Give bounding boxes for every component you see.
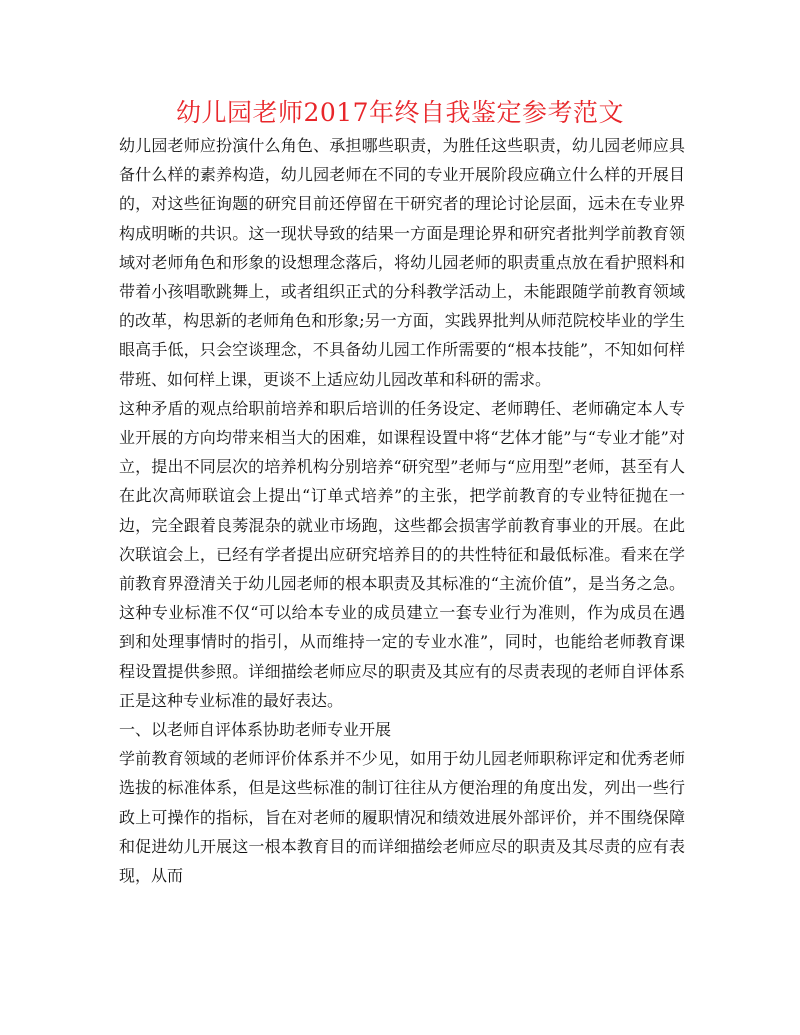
paragraph-2: 这种矛盾的观点给职前培养和职后培训的任务设定、老师聘任、老师确定本人专业开展的方向均带来相当大的困难，如课程设置中将“艺体才能”与“专业才能”对立，提出不同层次的培养机构分别培养“研究型”老师与“应用型”老师，甚至有人在此次高师联谊会上提出“订单式培养”的主张，把学前教育的专业特征抛在一边，完全跟着良莠混杂的就业市场跑，这些都会损害学前教育事业的开展。在此次联谊会上，已经有学者提出应研究培养目的的共性特征和最低标准。看来在学前教育界澄清关于幼儿园老师的根本职责及其标准的“主流价值”，是当务之急。这种专业标准不仅“可以给本专业的成员建立一套专业行为准则，作为成员在遇到和处理事情时的指引，从而维持一定的专业水准”，同时，也能给老师教育课程设置提供参照。详细描绘老师应尽的职责及其应有的尽责表现的老师自评体系正是这种专业标准的最好表达。: [119, 398, 685, 710]
paragraph-1: 幼儿园老师应扮演什么角色、承担哪些职责，为胜任这些职责，幼儿园老师应具备什么样的素养构造，幼儿园老师在不同的专业开展阶段应确立什么样的开展目的，对这些征询题的研究目前还停留在干研究者的理论讨论层面，远未在专业界构成明晰的共识。这一现状导致的结果一方面是理论界和研究者批判学前教育领域对老师角色和形象的设想理念落后，将幼儿园老师的职责重点放在看护照料和带着小孩唱歌跳舞上，或者组织正式的分科教学活动上，未能跟随学前教育领域的改革，构思新的老师角色和形象;另一方面，实践界批判从师范院校毕业的学生眼高手低，只会空谈理念，不具备幼儿园工作所需要的“根本技能”，不知如何样带班、如何样上课，更谈不上适应幼儿园改革和科研的需求。: [119, 136, 685, 389]
section-heading: 一、以老师自评体系协助老师专业开展: [119, 720, 392, 740]
document-title: 幼儿园老师2017年终自我鉴定参考范文: [175, 98, 625, 127]
document-body: [119, 131, 685, 890]
paragraph-3: 学前教育领域的老师评价体系并不少见，如用于幼儿园老师职称评定和优秀老师选拔的标准体系，但是这些标准的制订往往从方便治理的角度出发，列出一些行政上可操作的指标，旨在对老师的履职情况和绩效进展外部评价，并不围绕保障和促进幼儿开展这一根本教育目的而详细描绘老师应尽的职责及其尽责的应有表现，从而: [119, 749, 685, 886]
